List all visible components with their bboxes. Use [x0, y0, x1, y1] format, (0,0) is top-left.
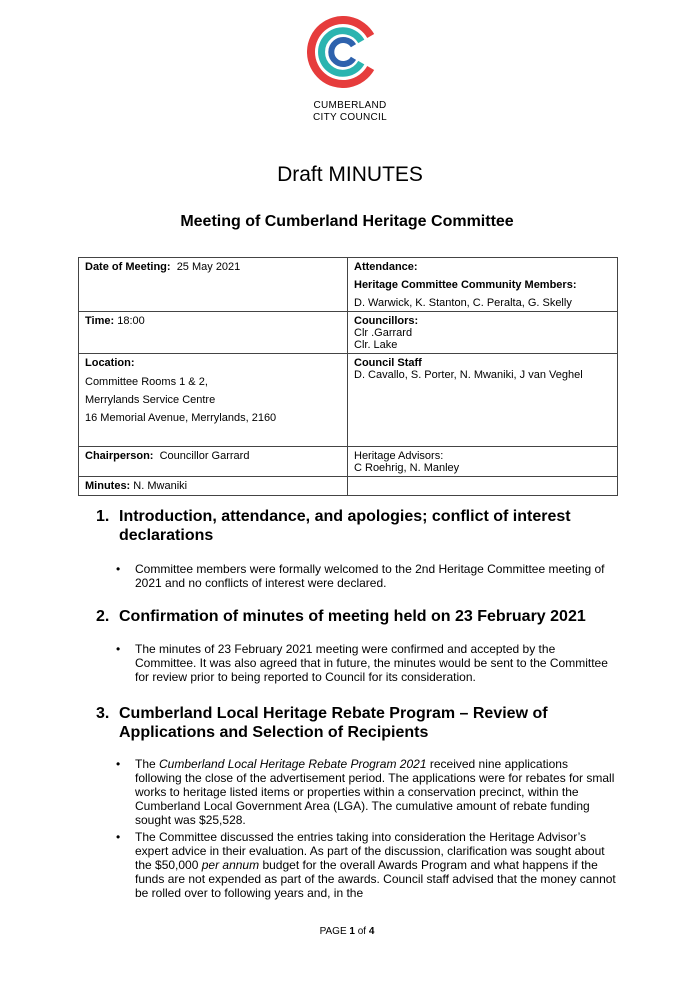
- section-number: 2.: [96, 608, 110, 625]
- councillor-1: Clr .Garrard: [354, 327, 413, 339]
- section-number: 3.: [96, 705, 110, 722]
- section-number: 1.: [96, 508, 110, 525]
- table-row: [79, 447, 618, 477]
- councillors-cell: [348, 312, 618, 354]
- page-current: 1: [349, 926, 355, 937]
- staff-cell: [348, 354, 618, 447]
- section-2-heading: [96, 607, 616, 626]
- table-row: [79, 312, 618, 354]
- table-row: [79, 258, 618, 312]
- page-of: of: [357, 926, 367, 937]
- location-label: Location:: [85, 357, 135, 369]
- section-1-heading: [96, 507, 616, 545]
- section-3-bullets: [116, 757, 616, 900]
- meeting-info-table: [78, 257, 618, 496]
- council-name-line1: CUMBERLAND: [313, 100, 387, 111]
- document-title: Draft MINUTES: [277, 163, 423, 186]
- bullet-text: The: [135, 757, 160, 771]
- section-title: Cumberland Local Heritage Rebate Program – Review of Applications and Selection of Recipients: [119, 705, 548, 741]
- staff-label: Council Staff: [354, 357, 422, 369]
- community-members: D. Warwick, K. Stanton, C. Peralta, G. Skelly: [354, 297, 572, 309]
- date-cell: [79, 258, 348, 312]
- date-value: 25 May 2021: [176, 261, 241, 273]
- chairperson-value: Councillor Garrard: [159, 450, 250, 462]
- attendance-cell: [348, 258, 618, 312]
- councillors-label: Councillors:: [354, 315, 419, 327]
- list-item: [116, 757, 616, 827]
- location-line2: Merrylands Service Centre: [85, 394, 216, 406]
- page-prefix: PAGE: [319, 926, 347, 937]
- time-label: Time:: [85, 315, 115, 327]
- program-name: Cumberland Local Heritage Rebate Program 2021: [159, 757, 427, 771]
- section-title: Introduction, attendance, and apologies; conflict of interest declarations: [119, 508, 571, 544]
- advisors-label: Heritage Advisors:: [354, 450, 444, 462]
- per-annum-text: per annum: [201, 858, 260, 872]
- section-2-bullets: [116, 642, 616, 684]
- council-name: [290, 100, 410, 124]
- bullet-text: received nine applications following the close of the advertisement period. The applications were for rebates for small works to heritage listed items or properties within a conservation precinct, within the Cumberland Local Government Area (LGA). The cumulative amount of rebate funding sought was $25,528.: [135, 757, 615, 827]
- council-logo-icon: [307, 16, 379, 88]
- minutes-value: N. Mwaniki: [133, 480, 188, 492]
- bullet-text: The Committee discussed the entries taking into consideration the Heritage Advisor’s expert advice in their evaluation. As part of the discussion, clarification was sought about the $50,000: [135, 830, 605, 872]
- empty-cell: [348, 477, 618, 496]
- location-line3: 16 Memorial Avenue, Merrylands, 2160: [85, 412, 277, 424]
- bullet-text: budget for the overall Awards Program and what happens if the funds are not expended as part of the awards. Council staff advised that the money cannot be rolled over to following years and, in the: [135, 858, 616, 900]
- section-title: Confirmation of minutes of meeting held on 23 February 2021: [119, 608, 586, 625]
- community-members-label: Heritage Committee Community Members:: [354, 279, 577, 291]
- table-row: [79, 354, 618, 447]
- section-3-heading: [96, 704, 616, 742]
- list-item: • The minutes of 23 February 2021 meeting were confirmed and accepted by the Committee. It was also agreed that in future, the minutes would be sent to the Committee for review prior to being reported to Council for its consideration.: [116, 642, 616, 684]
- minutes-label: Minutes:: [85, 480, 131, 492]
- time-cell: [79, 312, 348, 354]
- section-1-bullets: [116, 562, 616, 590]
- attendance-label: Attendance:: [354, 261, 418, 273]
- logo-inner-arc: [331, 40, 353, 64]
- location-line1: Committee Rooms 1 & 2,: [85, 376, 208, 388]
- page-footer: [0, 926, 694, 937]
- chairperson-label: Chairperson:: [85, 450, 154, 462]
- councillor-2: Clr. Lake: [354, 339, 398, 351]
- page-total: 4: [368, 926, 375, 937]
- minutes-taker-cell: [79, 477, 348, 496]
- list-item: [116, 830, 616, 900]
- list-item: • Committee members were formally welcomed to the 2nd Heritage Committee meeting of 2021 and no conflicts of interest were declared.: [116, 562, 616, 590]
- council-name-line2: CITY COUNCIL: [313, 112, 387, 123]
- location-cell: [79, 354, 348, 447]
- advisors-cell: [348, 447, 618, 477]
- time-value: 18:00: [117, 315, 145, 327]
- date-label: Date of Meeting:: [85, 261, 171, 273]
- chairperson-cell: [79, 447, 348, 477]
- document-subtitle: Meeting of Cumberland Heritage Committee: [180, 213, 514, 230]
- staff-members: D. Cavallo, S. Porter, N. Mwaniki, J van Veghel: [354, 369, 583, 381]
- advisors-value: C Roehrig, N. Manley: [354, 462, 460, 474]
- table-row: [79, 477, 618, 496]
